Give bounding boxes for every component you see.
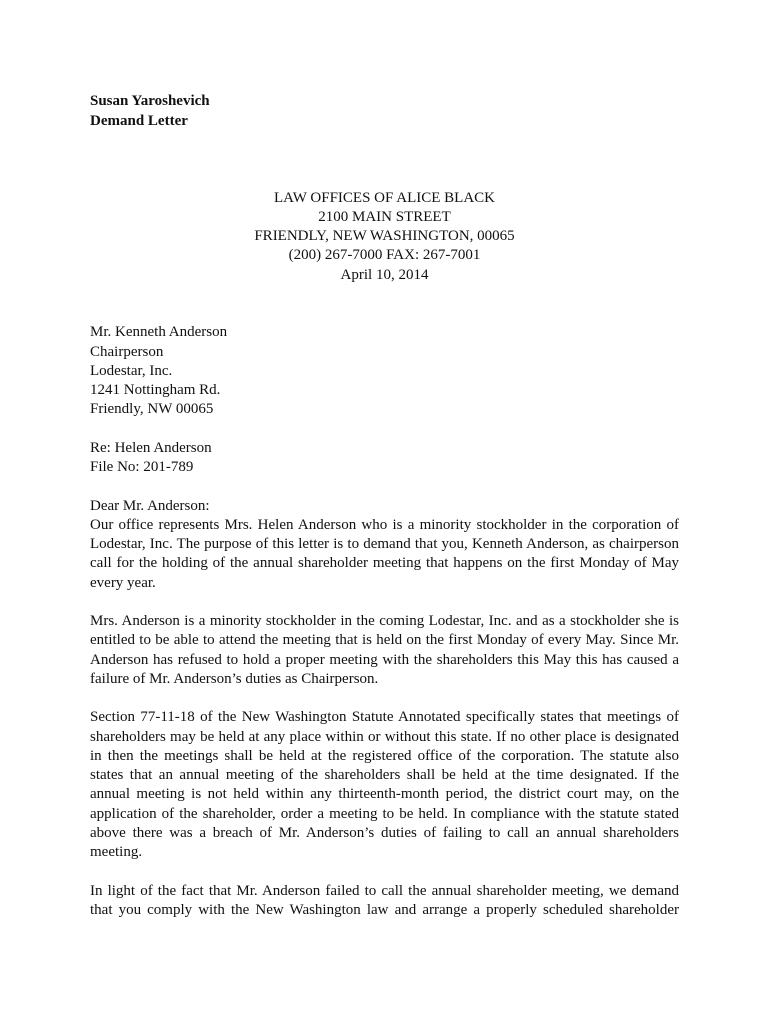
recipient-name: Mr. Kenneth Anderson [90, 324, 228, 341]
firm-city: FRIENDLY, NEW WASHINGTON, 00065 [254, 228, 515, 245]
paragraph-line: entitled to be able to attend the meeting that is held on the first Monday of every May. Since Mr. [90, 632, 679, 649]
firm-name: LAW OFFICES OF ALICE BLACK [273, 189, 496, 206]
paragraph-line: Section 77-11-18 of the New Washington Statute Annotated specifically states that meetings of [90, 709, 679, 726]
body-paragraph [90, 708, 679, 862]
body-paragraph [90, 882, 679, 921]
paragraph-line: shareholders may be held at any place within or without this state. If no other place is designated [90, 728, 679, 745]
letter-content [90, 92, 679, 920]
letterhead [90, 189, 679, 285]
paragraph-line: above there was a breach of Mr. Anderson’s duties of failing to call an annual shareholders [90, 824, 679, 841]
recipient-address [90, 323, 679, 419]
letter-body [90, 497, 679, 921]
paragraph-line: Lodestar, Inc. The purpose of this letter is to demand that you, Kenneth Anderson, as chairperson [90, 536, 679, 553]
paragraph-line: meeting. [90, 844, 143, 861]
firm-contact: (200) 267-7000 FAX: 267-7001 [288, 247, 481, 264]
document-title: Demand Letter [90, 112, 188, 129]
paragraph-line: Anderson has refused to hold a proper meeting with the shareholders this May this has caused a [90, 651, 679, 668]
salutation: Dear Mr. Anderson: [90, 497, 210, 514]
paragraph-line: call for the holding of the annual shareholder meeting that happens on the first Monday of May [90, 555, 679, 572]
body-paragraph [90, 612, 679, 689]
recipient-street: 1241 Nottingham Rd. [90, 382, 221, 399]
paragraph-line: In light of the fact that Mr. Anderson failed to call the annual shareholder meeting, we demand [90, 882, 679, 899]
paragraph-line: annual meeting is not held within any thirteenth-month period, the district court may, on the [90, 786, 679, 803]
paragraph-line: application of the shareholder, order a meeting to be held. In compliance with the statute stated [90, 805, 679, 822]
author-name: Susan Yaroshevich [90, 93, 210, 110]
recipient-title: Chairperson [90, 343, 164, 360]
reference-file-number: File No: 201-789 [90, 459, 194, 476]
reference-block [90, 439, 679, 478]
firm-street: 2100 MAIN STREET [318, 208, 451, 225]
paragraph-line: every year. [90, 574, 156, 591]
paragraph-line: in then the meetings shall be held at the registered office of the corporation. The statute also [90, 747, 679, 764]
paragraph-line: failure of Mr. Anderson’s duties as Chairperson. [90, 670, 379, 687]
paragraph-line: Our office represents Mrs. Helen Anderson who is a minority stockholder in the corporation of [90, 516, 679, 533]
paragraph-line: that you comply with the New Washington law and arrange a properly scheduled shareholder [90, 901, 679, 918]
body-paragraph [90, 516, 679, 593]
paragraph-line: states that an annual meeting of the shareholders shall be held at the time designated. If the [90, 767, 679, 784]
recipient-city: Friendly, NW 00065 [90, 401, 214, 418]
document-header [90, 92, 679, 131]
recipient-company: Lodestar, Inc. [90, 362, 173, 379]
reference-subject: Re: Helen Anderson [90, 439, 212, 456]
paragraph-line: Mrs. Anderson is a minority stockholder in the coming Lodestar, Inc. and as a stockholder she is [90, 613, 679, 630]
letter-date: April 10, 2014 [340, 266, 429, 283]
